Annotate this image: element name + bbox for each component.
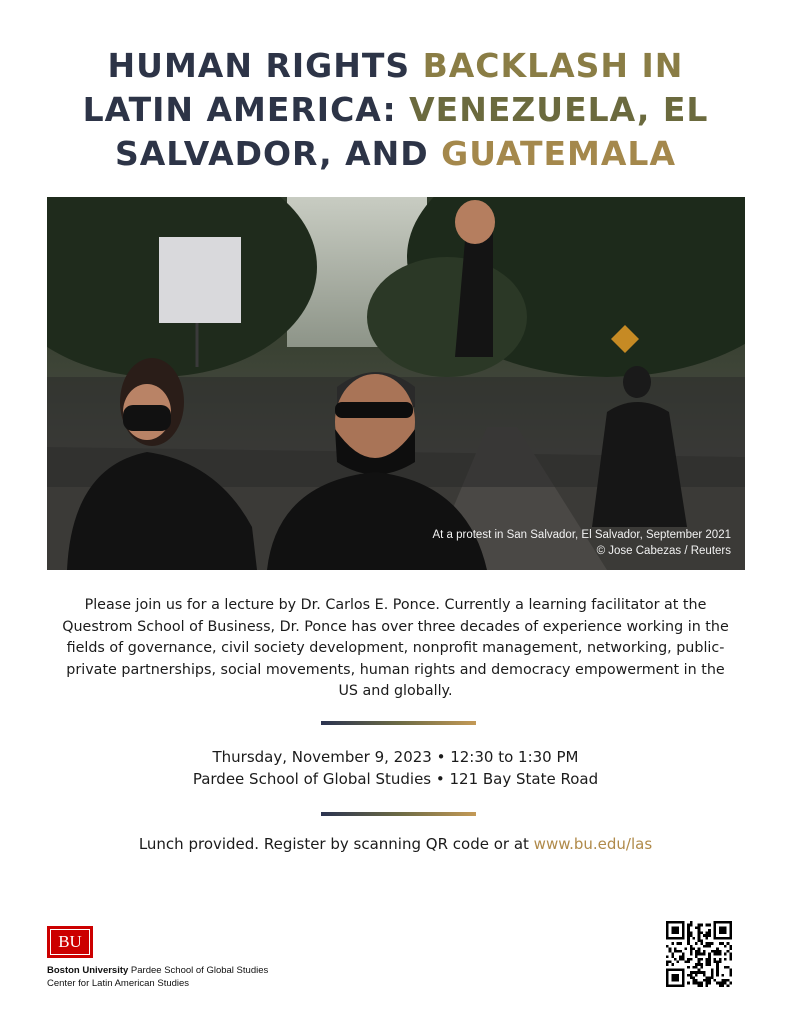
organization-name — [47, 964, 268, 990]
photo-illustration — [47, 197, 745, 570]
registration-text: Lunch provided. Register by scanning QR code or at — [138, 835, 534, 853]
event-datetime: Thursday, November 9, 2023 • 12:30 to 1:30 PM — [212, 748, 579, 766]
caption-line: At a protest in San Salvador, El Salvador, September 2021 — [432, 529, 731, 541]
university-name: Boston University — [47, 965, 129, 976]
school-name: Pardee School of Global Studies — [128, 965, 269, 976]
center-name: Center for Latin American Studies — [47, 978, 190, 989]
divider-rule — [321, 721, 476, 725]
title-part: VENEZUELA, EL — [409, 90, 709, 129]
protest-photo — [47, 197, 745, 570]
title-part: BACKLASH IN — [422, 46, 684, 85]
bu-logo — [47, 926, 93, 958]
event-details — [95, 746, 696, 790]
org-line — [47, 964, 268, 977]
page-title — [40, 44, 751, 176]
title-part: HUMAN RIGHTS — [107, 46, 423, 85]
qr-code[interactable] — [666, 921, 732, 987]
registration-link[interactable]: www.bu.edu/las — [533, 835, 653, 853]
title-part: LATIN AMERICA: — [82, 90, 410, 129]
photo-caption — [432, 527, 731, 559]
divider-rule — [321, 812, 476, 816]
bu-logo-text: BU — [50, 929, 90, 955]
photo-credit: © Jose Cabezas / Reuters — [596, 545, 731, 557]
event-description: Please join us for a lecture by Dr. Carlos E. Ponce. Currently a learning facilitator at the Questrom School of Business, Dr. Ponce has over three decades of experience working in the fields of governance, civil society development, nonprofit management, networking, public-private partnerships, social movements, human rights and democracy empowerment in the US and globally. — [62, 597, 729, 700]
title-part: GUATEMALA — [441, 134, 676, 173]
event-location: Pardee School of Global Studies • 121 Bay State Road — [192, 770, 599, 788]
title-part: SALVADOR, AND — [114, 134, 442, 173]
registration-note — [95, 833, 696, 855]
